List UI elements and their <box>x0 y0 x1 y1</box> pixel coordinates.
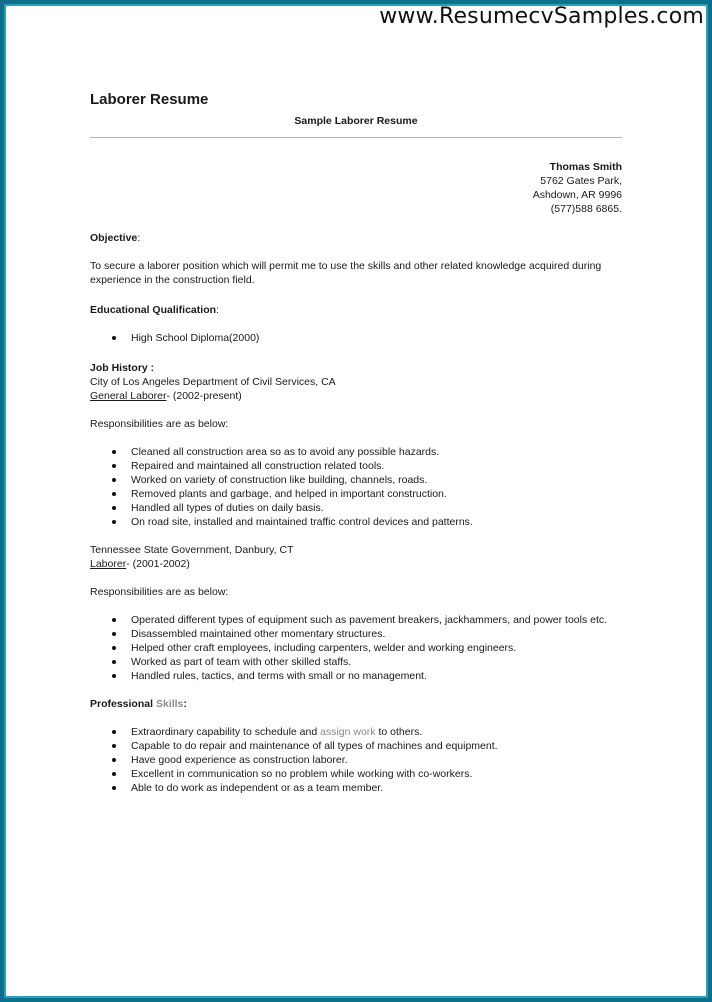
list-item <box>90 459 622 473</box>
list-item <box>90 473 622 487</box>
list-item-text: Disassembled maintained other momentary structures. <box>131 628 386 640</box>
list-item-text: Repaired and maintained all construction related tools. <box>131 460 385 472</box>
contact-phone: (577)588 6865. <box>550 203 622 215</box>
header-divider <box>90 137 622 138</box>
bullet-icon <box>112 492 116 496</box>
list-item-text: Handled all types of duties on daily basis. <box>131 502 324 514</box>
objective-text: To secure a laborer position which will permit me to use the skills and other related knowledge acquired during experience in the construction field. <box>90 260 602 286</box>
list-item-text: Worked as part of team with other skilled staffs. <box>131 656 352 668</box>
education-heading-label: Educational Qualification <box>90 304 217 316</box>
resume-document <box>90 90 622 795</box>
bullet-icon <box>112 730 116 734</box>
bullet-icon <box>112 464 116 468</box>
list-item-text: Handled rules, tactics, and terms with small or no management. <box>131 670 427 682</box>
list-item-text: Have good experience as construction laborer. <box>131 754 348 766</box>
list-item <box>90 669 622 683</box>
list-item <box>90 725 622 739</box>
bullet-icon <box>112 632 116 636</box>
bullet-icon <box>112 506 116 510</box>
list-item-text: Removed plants and garbage, and helped in important construction. <box>131 488 447 500</box>
site-watermark: www.ResumecvSamples.com <box>379 4 704 29</box>
list-item-text: On road site, installed and maintained traffic control devices and patterns. <box>131 516 473 528</box>
list-item-text: Helped other craft employees, including carpenters, welder and working engineers. <box>131 642 517 654</box>
responsibilities-list <box>90 613 622 683</box>
list-item <box>90 655 622 669</box>
list-item <box>90 627 622 641</box>
list-item <box>90 753 622 767</box>
bullet-icon <box>112 618 116 622</box>
bullet-icon <box>112 758 116 762</box>
contact-address-line2: Ashdown, AR 9996 <box>532 189 622 201</box>
contact-address-line1: 5762 Gates Park, <box>540 175 622 187</box>
job-period: - (2001-2002) <box>126 558 190 570</box>
responsibilities-label: Responsibilities are as below: <box>90 586 229 598</box>
list-item-text: Operated different types of equipment such as pavement breakers, jackhammers, and power tools etc. <box>131 614 608 626</box>
bullet-icon <box>112 674 116 678</box>
list-item <box>90 501 622 515</box>
education-heading-colon: : <box>216 304 219 316</box>
objective-heading-colon: : <box>137 232 141 244</box>
skills-heading-word: Skills <box>155 698 184 710</box>
page-subtitle: Sample Laborer Resume <box>294 115 418 127</box>
list-item-text: Capable to do repair and maintenance of all types of machines and equipment. <box>131 740 498 752</box>
bullet-icon <box>112 520 116 524</box>
skills-heading-label: Professional <box>90 698 156 710</box>
job-period: - (2002-present) <box>166 390 242 402</box>
responsibilities-label: Responsibilities are as below: <box>90 418 229 430</box>
skills-heading <box>90 697 622 711</box>
job-history-heading-colon: : <box>147 362 155 374</box>
job-role-line <box>90 389 622 403</box>
list-item <box>90 641 622 655</box>
bullet-icon <box>112 744 116 748</box>
list-item-text: Cleaned all construction area so as to avoid any possible hazards. <box>131 446 440 458</box>
page-title: Laborer Resume <box>90 91 209 108</box>
list-item <box>90 781 622 795</box>
responsibilities-list <box>90 445 622 529</box>
job-history-heading-label: Job History <box>90 362 148 374</box>
list-item <box>90 515 622 529</box>
bullet-icon <box>112 646 116 650</box>
bullet-icon <box>112 660 116 664</box>
education-list <box>90 331 622 345</box>
list-item-text-c: to others. <box>375 726 423 738</box>
contact-block <box>90 160 622 216</box>
job-history-heading <box>90 361 622 375</box>
assign-work-link[interactable]: assign work <box>320 726 376 738</box>
education-heading <box>90 303 622 317</box>
contact-name: Thomas Smith <box>549 161 622 173</box>
list-item <box>90 767 622 781</box>
list-item-text: Worked on variety of construction like building, channels, roads. <box>131 474 428 486</box>
objective-heading-label: Objective <box>90 232 138 244</box>
job-employer: City of Los Angeles Department of Civil Services, CA <box>90 376 336 388</box>
list-item-text: Excellent in communication so no problem while working with co-workers. <box>131 768 473 780</box>
job-employer: Tennessee State Government, Danbury, CT <box>90 544 294 556</box>
job-role: Laborer <box>90 558 127 570</box>
bullet-icon <box>112 450 116 454</box>
bullet-icon <box>112 772 116 776</box>
list-item-text-a: Extraordinary capability to schedule and <box>131 726 321 738</box>
list-item <box>90 445 622 459</box>
objective-heading <box>90 231 622 245</box>
list-item <box>90 487 622 501</box>
list-item-text: High School Diploma(2000) <box>131 332 260 344</box>
bullet-icon <box>112 336 116 340</box>
list-item <box>90 613 622 627</box>
list-item-text: Able to do work as independent or as a team member. <box>131 782 384 794</box>
skills-heading-colon: : <box>183 698 187 710</box>
bullet-icon <box>112 786 116 790</box>
job-role: General Laborer <box>90 390 167 402</box>
bullet-icon <box>112 478 116 482</box>
list-item <box>90 739 622 753</box>
skills-list <box>90 725 622 795</box>
list-item <box>90 331 622 345</box>
job-role-line <box>90 557 622 571</box>
